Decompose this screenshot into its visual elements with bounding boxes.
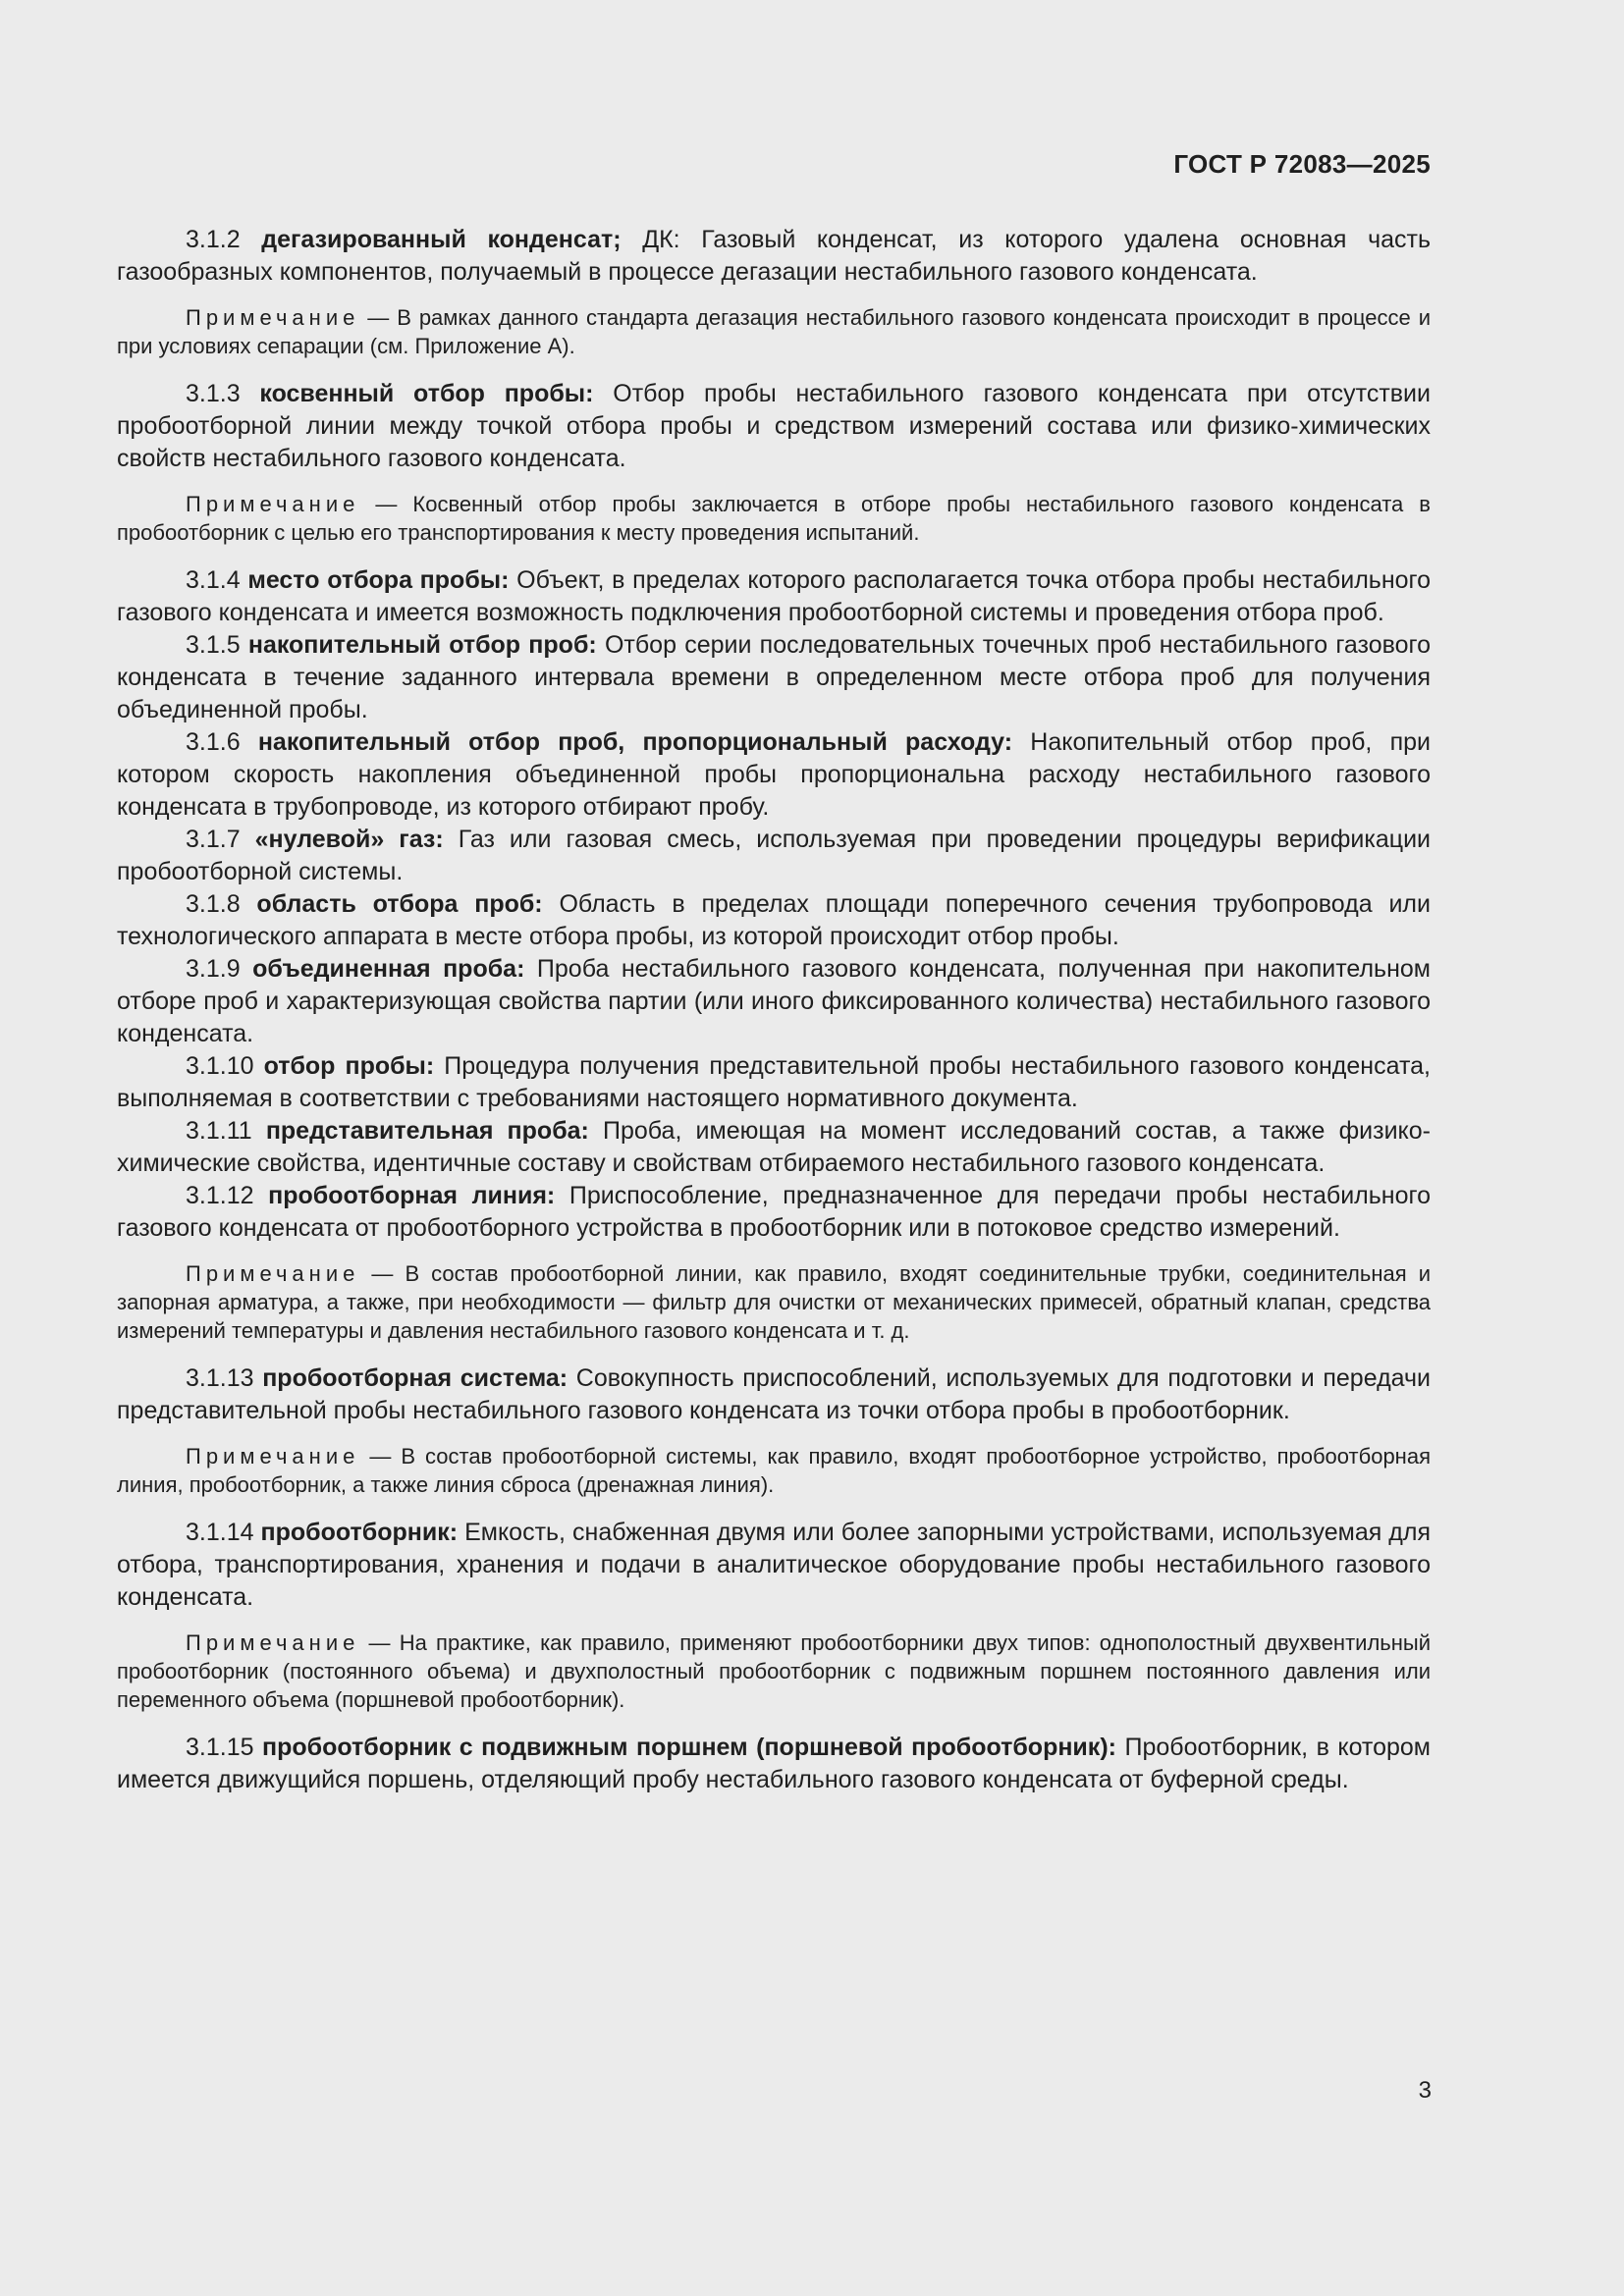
entry-definition: Емкость, снабженная двумя или более запорными устройствами, используемая для отбора, транспортирования, хранения и подачи в аналитическое оборудование пробы нестабильного газового конденсата.: [117, 1519, 1431, 1611]
entry-number: 3.1.2: [186, 226, 241, 253]
entry-term: пробоотборная линия:: [268, 1182, 556, 1209]
entry-number: 3.1.13: [186, 1364, 254, 1392]
entry-term: пробоотборник с подвижным поршнем (поршневой пробоотборник):: [262, 1734, 1116, 1761]
document-header: ГОСТ Р 72083—2025: [1173, 149, 1431, 179]
entry-term: накопительный отбор проб:: [247, 631, 597, 659]
entry-term: представительная проба:: [265, 1117, 589, 1145]
term-entry-3-1-6: [117, 726, 1431, 824]
entry-number: 3.1.9: [186, 955, 241, 983]
entry-term: отбор пробы:: [263, 1052, 435, 1080]
note-dash: —: [359, 1444, 402, 1468]
entry-term: накопительный отбор проб, пропорциональный расходу:: [257, 728, 1013, 756]
note-text: Косвенный отбор пробы заключается в отборе пробы нестабильного газового конденсата в пробоотборник с целью его транспортирования к месту проведения испытаний.: [117, 492, 1431, 545]
entry-number: 3.1.10: [186, 1052, 254, 1080]
entry-term: пробоотборник:: [260, 1519, 459, 1546]
entry-number: 3.1.8: [186, 890, 241, 918]
note-label: Примечание: [186, 305, 360, 330]
entry-number: 3.1.11: [186, 1117, 252, 1145]
term-entry-3-1-14: [117, 1517, 1431, 1614]
term-entry-3-1-2: [117, 224, 1431, 289]
entry-definition: Накопительный отбор проб, при котором скорость накопления объединенной пробы пропорциональна расходу нестабильного газового конденсата в трубопроводе, из которого отбирают пробу.: [117, 728, 1431, 821]
term-entry-3-1-11: [117, 1115, 1431, 1180]
note-dash: —: [359, 305, 398, 330]
entry-term: объединенная проба:: [252, 955, 525, 983]
entry-term: пробоотборная система:: [262, 1364, 568, 1392]
entry-number: 3.1.15: [186, 1734, 254, 1761]
entry-definition: Область в пределах площади поперечного сечения трубопровода или технологического аппарата в месте отбора пробы, из которой происходит отбор пробы.: [117, 890, 1431, 950]
term-entry-3-1-15: [117, 1732, 1431, 1796]
entry-definition: Проба нестабильного газового конденсата, полученная при накопительном отборе проб и характеризующая свойства партии (или иного фиксированного количества) нестабильного газового конденсата.: [117, 955, 1431, 1047]
entry-number: 3.1.6: [186, 728, 241, 756]
entry-term: «нулевой» газ:: [254, 826, 444, 853]
note-3-1-2: [117, 303, 1431, 360]
note-3-1-12: [117, 1259, 1431, 1345]
entry-definition: Проба, имеющая на момент исследований состав, а также физико-химические свойства, идентичные составу и свойствам отбираемого нестабильного газового конденсата.: [117, 1117, 1431, 1177]
entry-definition: Отбор серии последовательных точечных проб нестабильного газового конденсата в течение заданного интервала времени в определенном месте отбора проб для получения объединенной пробы.: [117, 631, 1432, 723]
entry-number: 3.1.4: [186, 566, 241, 594]
document-body: [117, 224, 1431, 1796]
note-text: В состав пробоотборной системы, как правило, входят пробоотборное устройство, пробоотборная линия, пробоотборник, а также линия сброса (дренажная линия).: [117, 1444, 1431, 1497]
note-text: В рамках данного стандарта дегазация нестабильного газового конденсата происходит в процессе и при условиях сепарации (см. Приложение А).: [117, 305, 1431, 358]
term-entry-3-1-13: [117, 1362, 1431, 1427]
entry-number: 3.1.12: [186, 1182, 254, 1209]
term-entry-3-1-5: [117, 629, 1431, 726]
note-label: Примечание: [186, 1261, 360, 1286]
entry-number: 3.1.5: [186, 631, 241, 659]
note-label: Примечание: [186, 1630, 360, 1655]
entry-number: 3.1.7: [186, 826, 241, 853]
page-number: 3: [1418, 2077, 1432, 2104]
term-entry-3-1-10: [117, 1050, 1431, 1115]
entry-term: дегазированный конденсат;: [261, 226, 622, 253]
entry-term: косвенный отбор пробы:: [259, 380, 594, 407]
entry-definition: Газ или газовая смесь, используемая при проведении процедуры верификации пробоотборной системы.: [117, 826, 1431, 885]
note-3-1-13: [117, 1442, 1431, 1499]
note-dash: —: [359, 1630, 400, 1655]
entry-definition: Совокупность приспособлений, используемых для подготовки и передачи представительной пробы нестабильного газового конденсата из точки отбора пробы в пробоотборник.: [117, 1364, 1432, 1424]
entry-number: 3.1.3: [186, 380, 241, 407]
note-dash: —: [359, 1261, 406, 1286]
term-entry-3-1-3: [117, 378, 1431, 475]
entry-definition: Пробоотборник, в котором имеется движущийся поршень, отделяющий пробу нестабильного газового конденсата от буферной среды.: [117, 1734, 1431, 1793]
note-text: На практике, как правило, применяют пробоотборники двух типов: однополостный двухвентильный пробоотборник (постоянного объема) и двухполостный пробоотборник с подвижным поршнем постоянного давления или переменного объема (поршневой пробоотборник).: [117, 1630, 1431, 1712]
note-3-1-3: [117, 490, 1431, 547]
term-entry-3-1-8: [117, 888, 1431, 953]
note-text: В состав пробоотборной линии, как правило, входят соединительные трубки, соединительная и запорная арматура, а также, при необходимости — фильтр для очистки от механических примесей, обратный клапан, средства измерений температуры и давления нестабильного газового конденсата и т. д.: [117, 1261, 1431, 1343]
entry-definition: Процедура получения представительной пробы нестабильного газового конденсата, выполняемая в соответствии с требованиями настоящего нормативного документа.: [117, 1052, 1431, 1112]
entry-term: область отбора проб:: [256, 890, 543, 918]
entry-number: 3.1.14: [186, 1519, 254, 1546]
entry-definition: Приспособление, предназначенное для передачи пробы нестабильного газового конденсата от пробоотборного устройства в пробоотборник или в потоковое средство измерений.: [117, 1182, 1431, 1242]
term-entry-3-1-4: [117, 564, 1431, 629]
entry-definition: Отбор пробы нестабильного газового конденсата при отсутствии пробоотборной линии между точкой отбора пробы и средством измерений состава или физико-химических свойств нестабильного газового конденсата.: [117, 380, 1431, 472]
entry-term: место отбора пробы:: [247, 566, 510, 594]
term-entry-3-1-9: [117, 953, 1431, 1050]
entry-definition: Объект, в пределах которого располагается точка отбора пробы нестабильного газового конденсата и имеется возможность подключения пробоотборной системы и проведения отбора проб.: [117, 566, 1432, 626]
term-entry-3-1-12: [117, 1180, 1431, 1245]
note-3-1-14: [117, 1629, 1431, 1714]
note-label: Примечание: [186, 1444, 360, 1468]
entry-definition: ДК: Газовый конденсат, из которого удалена основная часть газообразных компонентов, получаемый в процессе дегазации нестабильного газового конденсата.: [117, 226, 1431, 286]
term-entry-3-1-7: [117, 824, 1431, 888]
note-dash: —: [359, 492, 413, 516]
note-label: Примечание: [186, 492, 360, 516]
